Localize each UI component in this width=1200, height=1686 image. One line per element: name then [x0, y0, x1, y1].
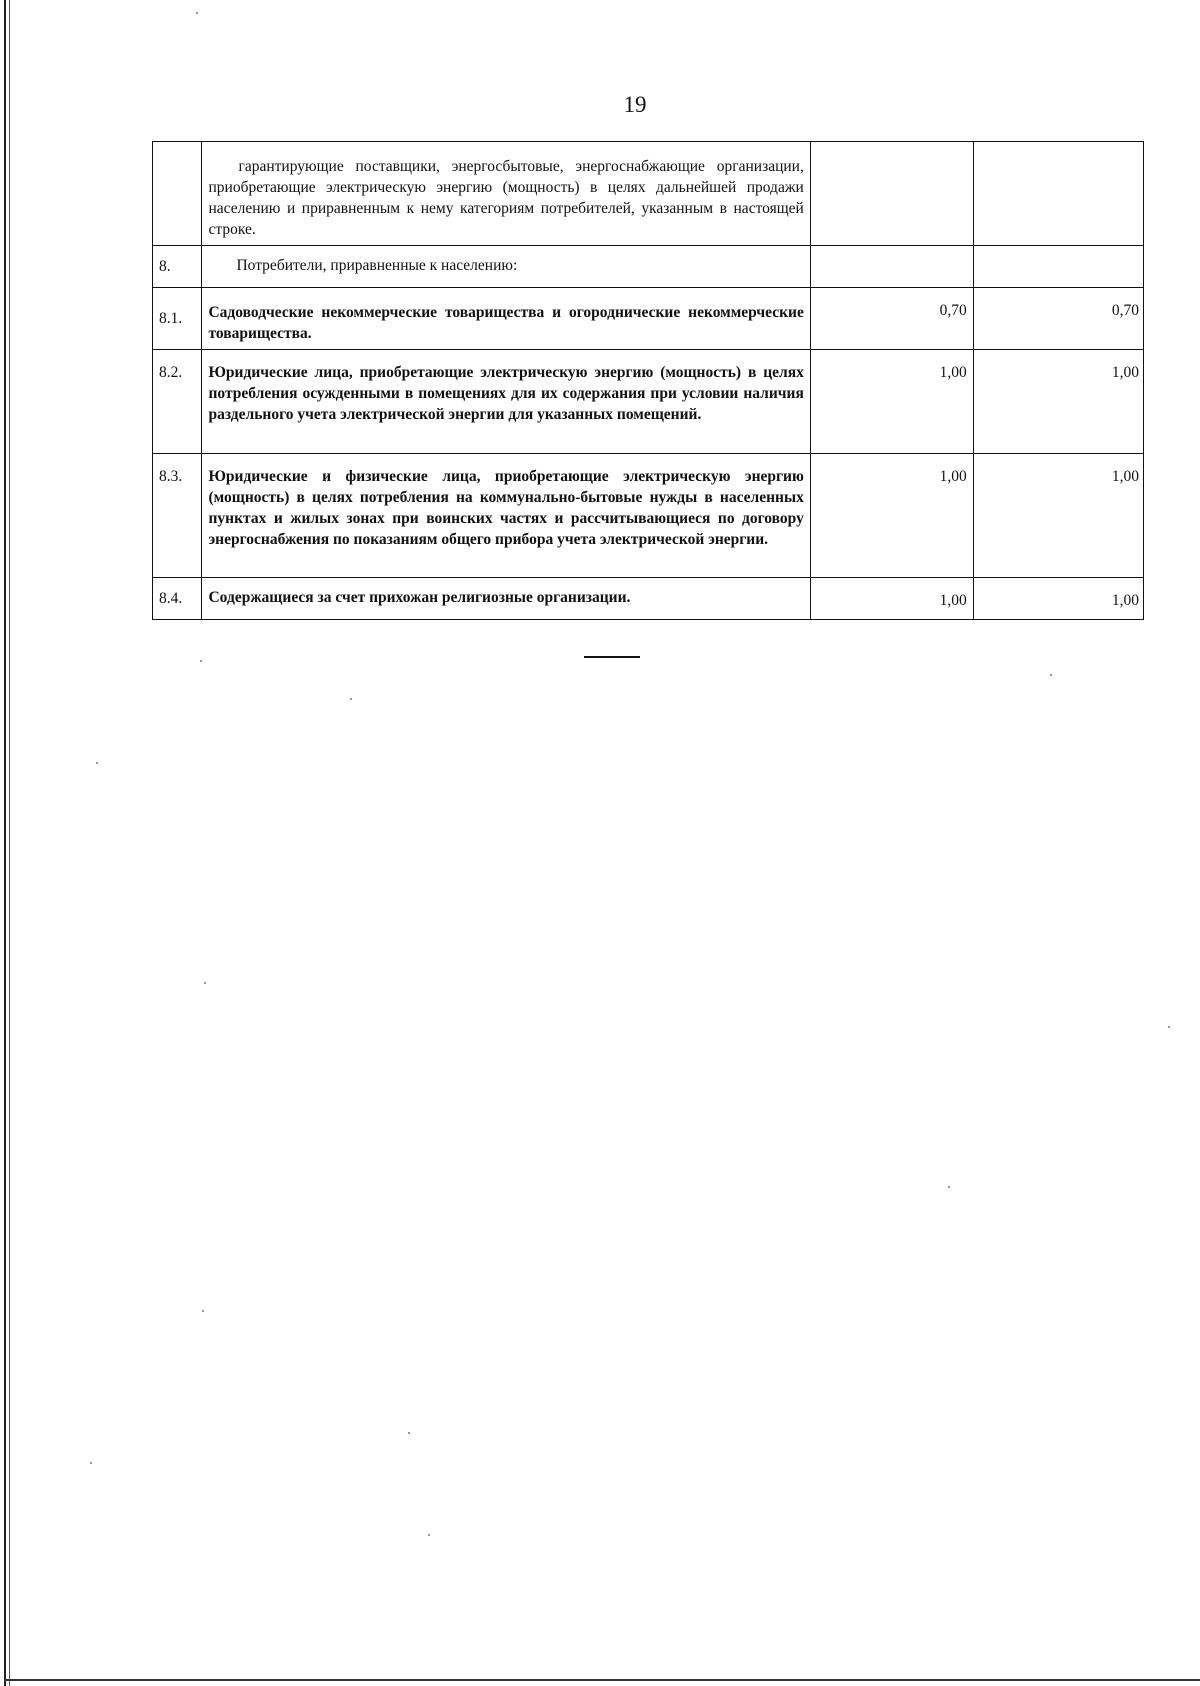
scan-speck	[948, 1186, 950, 1188]
row-value-1: 1,00	[810, 350, 973, 454]
scan-edge-bottom	[4, 1679, 1200, 1681]
row-number-cell	[153, 350, 202, 454]
row-value-1: 1,00	[810, 454, 973, 578]
scan-speck	[1168, 1026, 1170, 1028]
row-number: 8.3.	[159, 468, 183, 485]
table-row	[153, 288, 1144, 350]
row-number: 8.4.	[159, 590, 183, 607]
scan-speck	[350, 698, 352, 700]
scan-speck	[196, 12, 198, 14]
scan-edge-left	[4, 0, 6, 1686]
row-description: Юридические лица, приобретающие электрическую энергию (мощность) в целях потребления осужденными в помещениях для их содержания при условии наличия раздельного учета электрической энергии для указанных помещений.	[202, 350, 810, 454]
row-number: 8.1.	[159, 310, 183, 327]
scan-speck	[1050, 674, 1052, 676]
row-value-1: 0,70	[810, 288, 973, 350]
row-value-2: 1,00	[973, 350, 1143, 454]
table-row	[153, 142, 1144, 246]
row-description: Юридические и физические лица, приобретающие электрическую энергию (мощность) в целях потребления на коммунально-бытовые нужды в населенных пунктах и жилых зонах при воинских частях и рассчитывающиеся по договору энергоснабжения по показаниям общего прибора учета электрической энергии.	[202, 454, 810, 578]
row-number-cell	[153, 578, 202, 620]
end-rule-divider	[584, 656, 640, 658]
row-number-cell	[153, 288, 202, 350]
row-value-2	[973, 142, 1143, 246]
row-value-2: 1,00	[973, 454, 1143, 578]
scan-speck	[408, 1432, 410, 1434]
row-description: Садоводческие некоммерческие товарищества и огороднические некоммерческие товарищества.	[202, 288, 810, 350]
scan-speck	[204, 982, 206, 984]
page-number: 19	[623, 92, 647, 117]
row-description: гарантирующие поставщики, энергосбытовые, энергоснабжающие организации, приобретающие электрическую энергию (мощность) в целях дальнейшей продажи населению и приравненным к нему категориям потребителей, указанным в настоящей строке.	[202, 142, 810, 246]
row-number: 8.	[159, 258, 171, 275]
table-row	[153, 246, 1144, 288]
scan-speck	[96, 762, 98, 764]
table-row	[153, 350, 1144, 454]
scan-speck	[200, 660, 202, 662]
row-value-2	[973, 246, 1143, 288]
row-description: Потребители, приравненные к населению:	[202, 246, 810, 288]
scan-edge-left-inner	[9, 0, 10, 1686]
row-value-1	[810, 246, 973, 288]
row-value-2: 0,70	[973, 288, 1143, 350]
row-number-cell	[153, 142, 202, 246]
row-number: 8.2.	[159, 364, 183, 381]
row-number-cell	[153, 454, 202, 578]
table-row	[153, 454, 1144, 578]
row-value-1: 1,00	[810, 578, 973, 620]
tariff-table	[152, 141, 1144, 620]
row-value-2: 1,00	[973, 578, 1143, 620]
row-value-1	[810, 142, 973, 246]
row-description: Содержащиеся за счет прихожан религиозные организации.	[202, 578, 810, 620]
table-row	[153, 578, 1144, 620]
row-number-cell	[153, 246, 202, 288]
scan-speck	[202, 1310, 204, 1312]
scan-speck	[428, 1534, 430, 1536]
scan-speck	[90, 1462, 92, 1464]
